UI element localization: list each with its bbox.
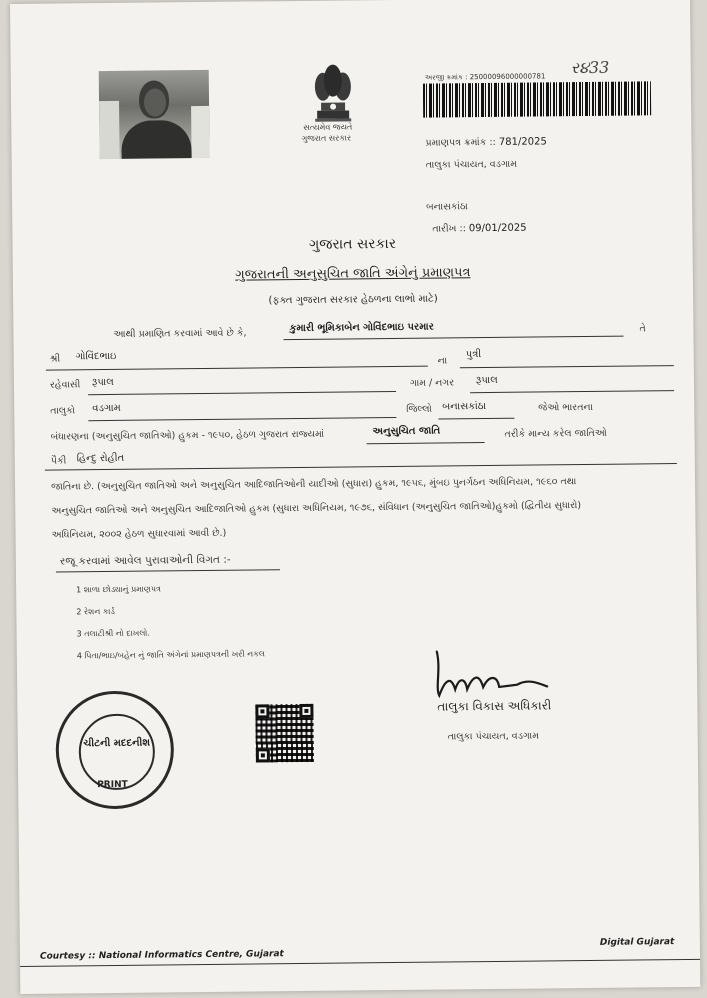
name-underline	[284, 336, 624, 341]
certificate-page	[10, 0, 700, 994]
applicant-name: કુમારી ભૂમિકાબેન ગોવિંદભાઇ પરમાર	[289, 321, 434, 335]
taluka: વડગામ	[92, 402, 121, 415]
resident-label: રહેવાસી	[49, 379, 81, 391]
constitution-text: બંધારણના (અનુસુચિત જાતિઓ) હુકમ - ૧૯૫૦, હેઠળ ગુજરાત રાજ્યમાં	[50, 428, 325, 443]
shri-label: શ્રી	[49, 353, 61, 365]
district-label: જિલ્લો	[406, 403, 432, 415]
evidence-item-2: 2 રેશન કાર્ડ	[76, 606, 115, 617]
caste-underline	[45, 463, 677, 471]
cert-title: ગુજરાતની અનુસુચિત જાતિ અંગેનું પ્રમાણપત્ર	[235, 265, 471, 283]
official-seal-icon	[55, 690, 174, 809]
resident: રૂપાલ	[91, 376, 114, 389]
village-label: ગામ / નગર	[409, 377, 455, 389]
district-underline	[438, 418, 514, 420]
qr-code-icon	[255, 704, 314, 763]
village: રૂપાલ	[475, 374, 498, 387]
among-label: પૈકી	[50, 455, 67, 467]
caste: હિન્દુ રોહીત	[76, 452, 125, 465]
emblem-caption-2: ગુજરાત સરકાર	[301, 133, 352, 143]
resident-underline	[88, 391, 396, 395]
evidence-underline	[56, 569, 280, 572]
village-underline	[470, 390, 674, 393]
father-underline	[46, 366, 428, 371]
para-line-1: જાતિના છે. (અનુસુચિત જાતિઓ અને અનુસુચિત આદિજાતિઓની યાદીઓ (સુધારા) હુકમ, ૧૯૫૬, મુંબઇ પુનર્ગઠન અધિનિયમ, ૧૯૬૦ તથા	[51, 476, 577, 493]
signature-icon	[427, 648, 568, 699]
digital-gujarat-text: Digital Gujarat	[599, 937, 675, 948]
na-label: ના	[437, 355, 448, 367]
district-header: બનાસકાંઠા	[426, 201, 468, 213]
recognized-text: તરીકે માન્ય કરેલ જાતિઓ	[504, 427, 607, 440]
signatory-title: તાલુકા વિકાસ અધિકારી	[437, 698, 552, 714]
cert-no-label: પ્રમાણપત્ર ક્રમાંક ::	[425, 136, 496, 149]
courtesy-text: Courtesy :: National Informatics Centre, Gujarat	[39, 949, 284, 962]
evidence-item-4: 4 પિતા/ભાઇ/બહેન નું જાતિ અંગેનાં પ્રમાણપત્રની ખરી નકલ	[76, 649, 265, 661]
para-line-2: અનુસુચિત જાતિઓ અને અનુસુચિત આદિજાતિઓ હુકમ (સુધારા અધિનિયમ, ૧૯૭૬, સંવિધાન (અનુસુચિત જાતિઓ)હુકમો (દ્વિતીય સુધારો)	[51, 500, 582, 517]
office-line: તાલુકા પંચાયત, વડગામ	[425, 158, 517, 171]
gov-title: ગુજરાત સરકાર	[308, 235, 397, 253]
india-text: જેઓ ભારતના	[538, 401, 593, 414]
certify-text: આથી પ્રમાણિત કરવામાં આવે છે કે,	[113, 327, 247, 340]
relation-underline	[460, 365, 674, 368]
seal-text: ચીટની મદદનીશ	[83, 737, 151, 750]
cert-no: 781/2025	[498, 136, 547, 148]
district: બનાસકાંઠા	[442, 401, 487, 413]
cert-subtitle: (ફક્ત ગુજરાત સરકાર હેઠળના લાભો માટે)	[268, 293, 438, 307]
handwritten-number: ર૪33	[570, 57, 610, 78]
taluka-label: તાલુકો	[50, 405, 76, 417]
evidence-item-1: 1 શાળા છોડ્યાનું પ્રમાણપત્ર	[76, 584, 161, 595]
te-text: તે	[639, 323, 646, 335]
category-underline	[367, 442, 485, 444]
date: 09/01/2025	[468, 222, 527, 235]
caste-category: અનુસુચિત જાતિ	[372, 425, 441, 438]
barcode-icon	[423, 81, 651, 117]
relation: પુત્રી	[465, 349, 482, 361]
applicant-photo	[99, 70, 210, 159]
taluka-underline	[88, 417, 396, 421]
seal-print: PRINT	[97, 779, 128, 791]
date-label: તારીખ ::	[432, 223, 466, 235]
father-name: ગોવિંદભાઇ	[75, 350, 117, 363]
emblem-caption-1: સત્યમેવ જયતે	[303, 122, 353, 132]
para-line-3: અધિનિયમ, ૨૦૦૨ હેઠળ સુધારવામાં આવી છે.)	[51, 527, 227, 541]
evidence-item-3: 3 તલાટીશ્રી નો દાખલો.	[76, 628, 150, 639]
signatory-office: તાલુકા પંચાયત, વડગામ	[447, 730, 539, 743]
evidence-heading: રજૂ કરવામાં આવેલ પુરાવાઓની વિગત :-	[59, 553, 231, 568]
application-number: અરજી ક્રમાંક : 25000096000000781	[424, 72, 546, 82]
